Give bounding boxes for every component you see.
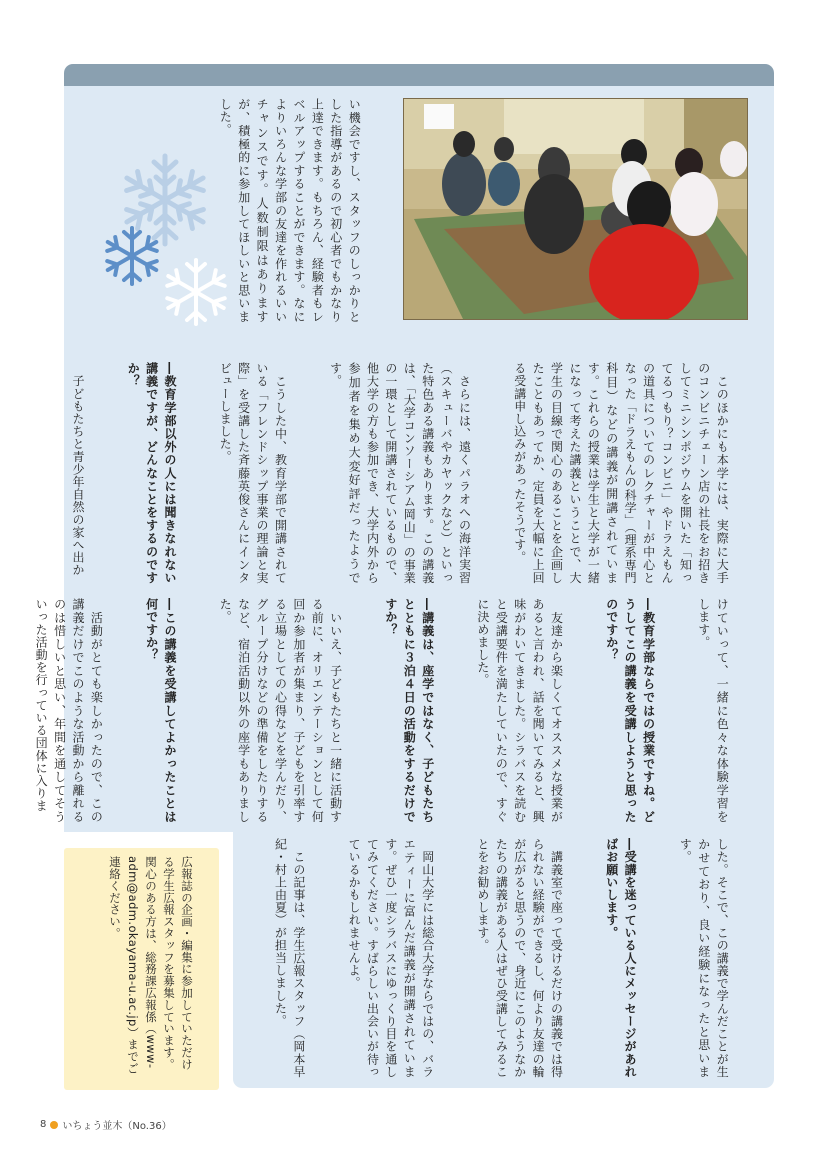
paragraph: こうした中、教育学部で開講されている「フレンドシップ事業の理論と実際」を受講した斉藤英俊さんにインタビューしました。 [218,362,288,584]
paragraph: けていって、一緒に色々な体験学習をします。 [696,598,730,823]
paragraph: い機会ですし、スタッフのしっかりとした指導があるので初心者でもかなり上達できます。もちろん、経験者もレベルアップすることができます。なによりいろんな学部の友達を作れるいいチャンスです。人数制限はありますが、積極的に参加してほしいと思いました。 [218,98,362,323]
question-heading: ―講義は、座学ではなく、子どもたちとともに３泊４日の活動をするだけですか？ [383,598,435,823]
snowflake-small-blue-icon [100,224,164,288]
paragraph: 講義室で座って受けるだけの講義では得られない経験ができるし、何より友達の輪が広がると思うので、身近にこのようなかたちの講義がある人はぜひ受講してみることをお勧めします。 [475,838,564,1078]
page-footer [40,1117,172,1132]
article-column-upper-left [218,98,400,323]
paragraph: 活動がとても楽しかったので、この講義だけでこのような活動から離れるのは惜しいと思い、年間を通してそういった活動を行っている団体に入りま [34,598,104,823]
paragraph: 友達から楽しくてオススメな授業があると言われ、話を聞いてみると、興味がわいてきました。シラバスを読むと受講要件を満たしていたので、すぐに決めました。 [475,598,564,823]
paragraph: いいえ、子どもたちと一緒に活動する前に、オリエンテーションとして何回か参加者が集まり、子どもを引率する立場としての心得などを学んだり、グループ分けなどの準備をしたりするなど、宿泊活動以外の座学もありました。 [218,598,343,823]
paragraph: さらには、遠くパラオへの海洋実習（スキューバやカヤックなど）といった特色ある講義もあります。この講義は、「大学コンソーシアム岡山」の事業の一環として開講されているもので、他大学の方も参加でき、大学内外から参加者を集め大変好評だったようです。 [328,362,472,584]
paragraph: このほかにも本学には、実際に大手のコンビニチェーン店の社長をお招きしてミニシンポジウムを開いた「知ってるつもり？コンビニ」やドラえもんの道具についてのレクチャーが中心となった「ドラえもんの科学」（理系専門科目）などの講義が開講されています。これらの授業は学生と大学が一緒になって考えた講義ということで、大学生の目線で関心のあることを企画したこともあってか、定員を大幅に上回る受講申し込みがあったそうです。 [512,362,730,584]
paragraph: 岡山大学には総合大学ならではの、バラエティーに富んだ講義が開講されています。ぜひ一度シラバスにゆっくり目を通してみてください。すばらしい出会いが待っているかもしれませんよ。 [347,838,435,1078]
page-number: 8 [40,1119,47,1130]
bullet-dot-icon [50,1121,58,1129]
paragraph: 子どもたちと青少年自然の家へ出か [70,362,85,577]
article-column-upper-right [70,362,768,584]
dinner-party-photo [403,98,748,320]
notice-text: 広報誌の企画・編集に参加していただける学生広報スタッフを募集しています。関心のある方は、総務課広報係（www-adm@adm.okayama-u.ac.jp）までご連絡ください。 [108,856,194,1075]
paragraph: この記事は、学生広報スタッフ（岡本早紀・村上由夏）が担当しました。 [273,838,306,1078]
question-heading: ―この講義を受講してよかったことは何ですか？ [144,598,177,823]
question-heading: ―教育学部ならではの授業ですね。どうしてこの講義を受講しようと思ったのですか？ [604,598,656,823]
question-heading: ―教育学部以外の人には聞きなれない講義ですが、どんなことをするのですか？ [126,362,177,584]
article-column-lower [248,838,768,1078]
header-bar [64,64,774,86]
question-heading: ―受講を迷っている人にメッセージがあればお願いします。 [604,838,638,1078]
paragraph: した。そこで、この講義で学んだことが生かせており、良い経験になったと思います。 [678,838,730,1078]
article-column-middle [34,598,768,823]
publication-name: いちょう並木（No.36） [62,1121,172,1132]
